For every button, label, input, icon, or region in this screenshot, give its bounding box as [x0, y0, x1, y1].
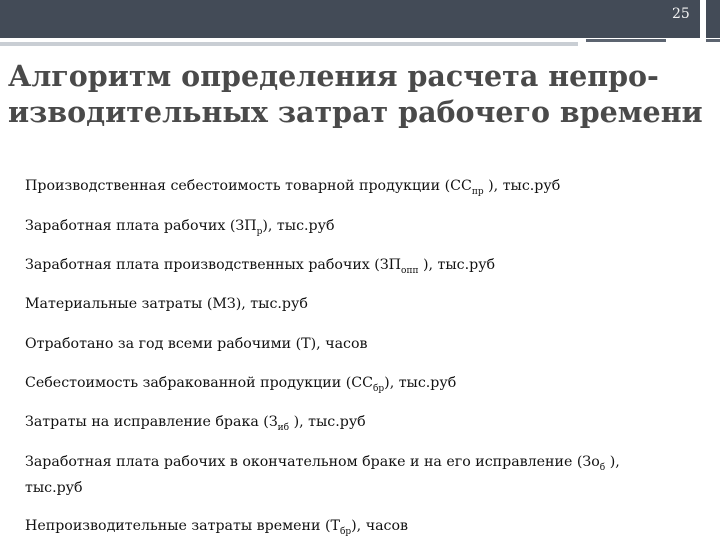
header-divider-dark-corner: [706, 39, 720, 42]
slide-title: Алгоритм определения расчета непро-изводительных затрат рабочего времени: [8, 59, 703, 129]
page-number: 25: [672, 6, 690, 22]
list-item: Заработная плата рабочих $(ЗП_р)$, тыс.руб: [25, 218, 335, 237]
header-divider-dark: [586, 39, 666, 42]
list-item: Производственная себестоимость товарной продукции ($СС_{пр}$ ), тыс.руб: [25, 178, 561, 197]
list-item-continuation: тыс.руб: [25, 479, 83, 496]
header-bar: [0, 0, 700, 38]
list-item: Заработная плата рабочих в окончательном браке и на его исправление ($Зо_б$ ), тыс.руб: [25, 454, 620, 496]
list-item: Затраты на исправление брака ($З_{иб}$ ), тыс.руб: [25, 414, 366, 433]
list-item: Материальные затраты (МЗ), тыс.руб: [25, 296, 308, 312]
list-item: Себестоимость забракованной продукции $(СС_{бр})$, тыс.руб: [25, 375, 457, 394]
header-divider-light: [0, 42, 578, 46]
list-item: Отработано за год всеми рабочими (Т), часов: [25, 336, 368, 352]
list-item: Заработная плата производственных рабочих ($ЗП_{опп}$ ), тыс.руб: [25, 257, 496, 276]
list-item: Непроизводительные затраты времени $(Т_{бр})$, часов: [25, 518, 409, 537]
header-bar-corner: [706, 0, 720, 38]
